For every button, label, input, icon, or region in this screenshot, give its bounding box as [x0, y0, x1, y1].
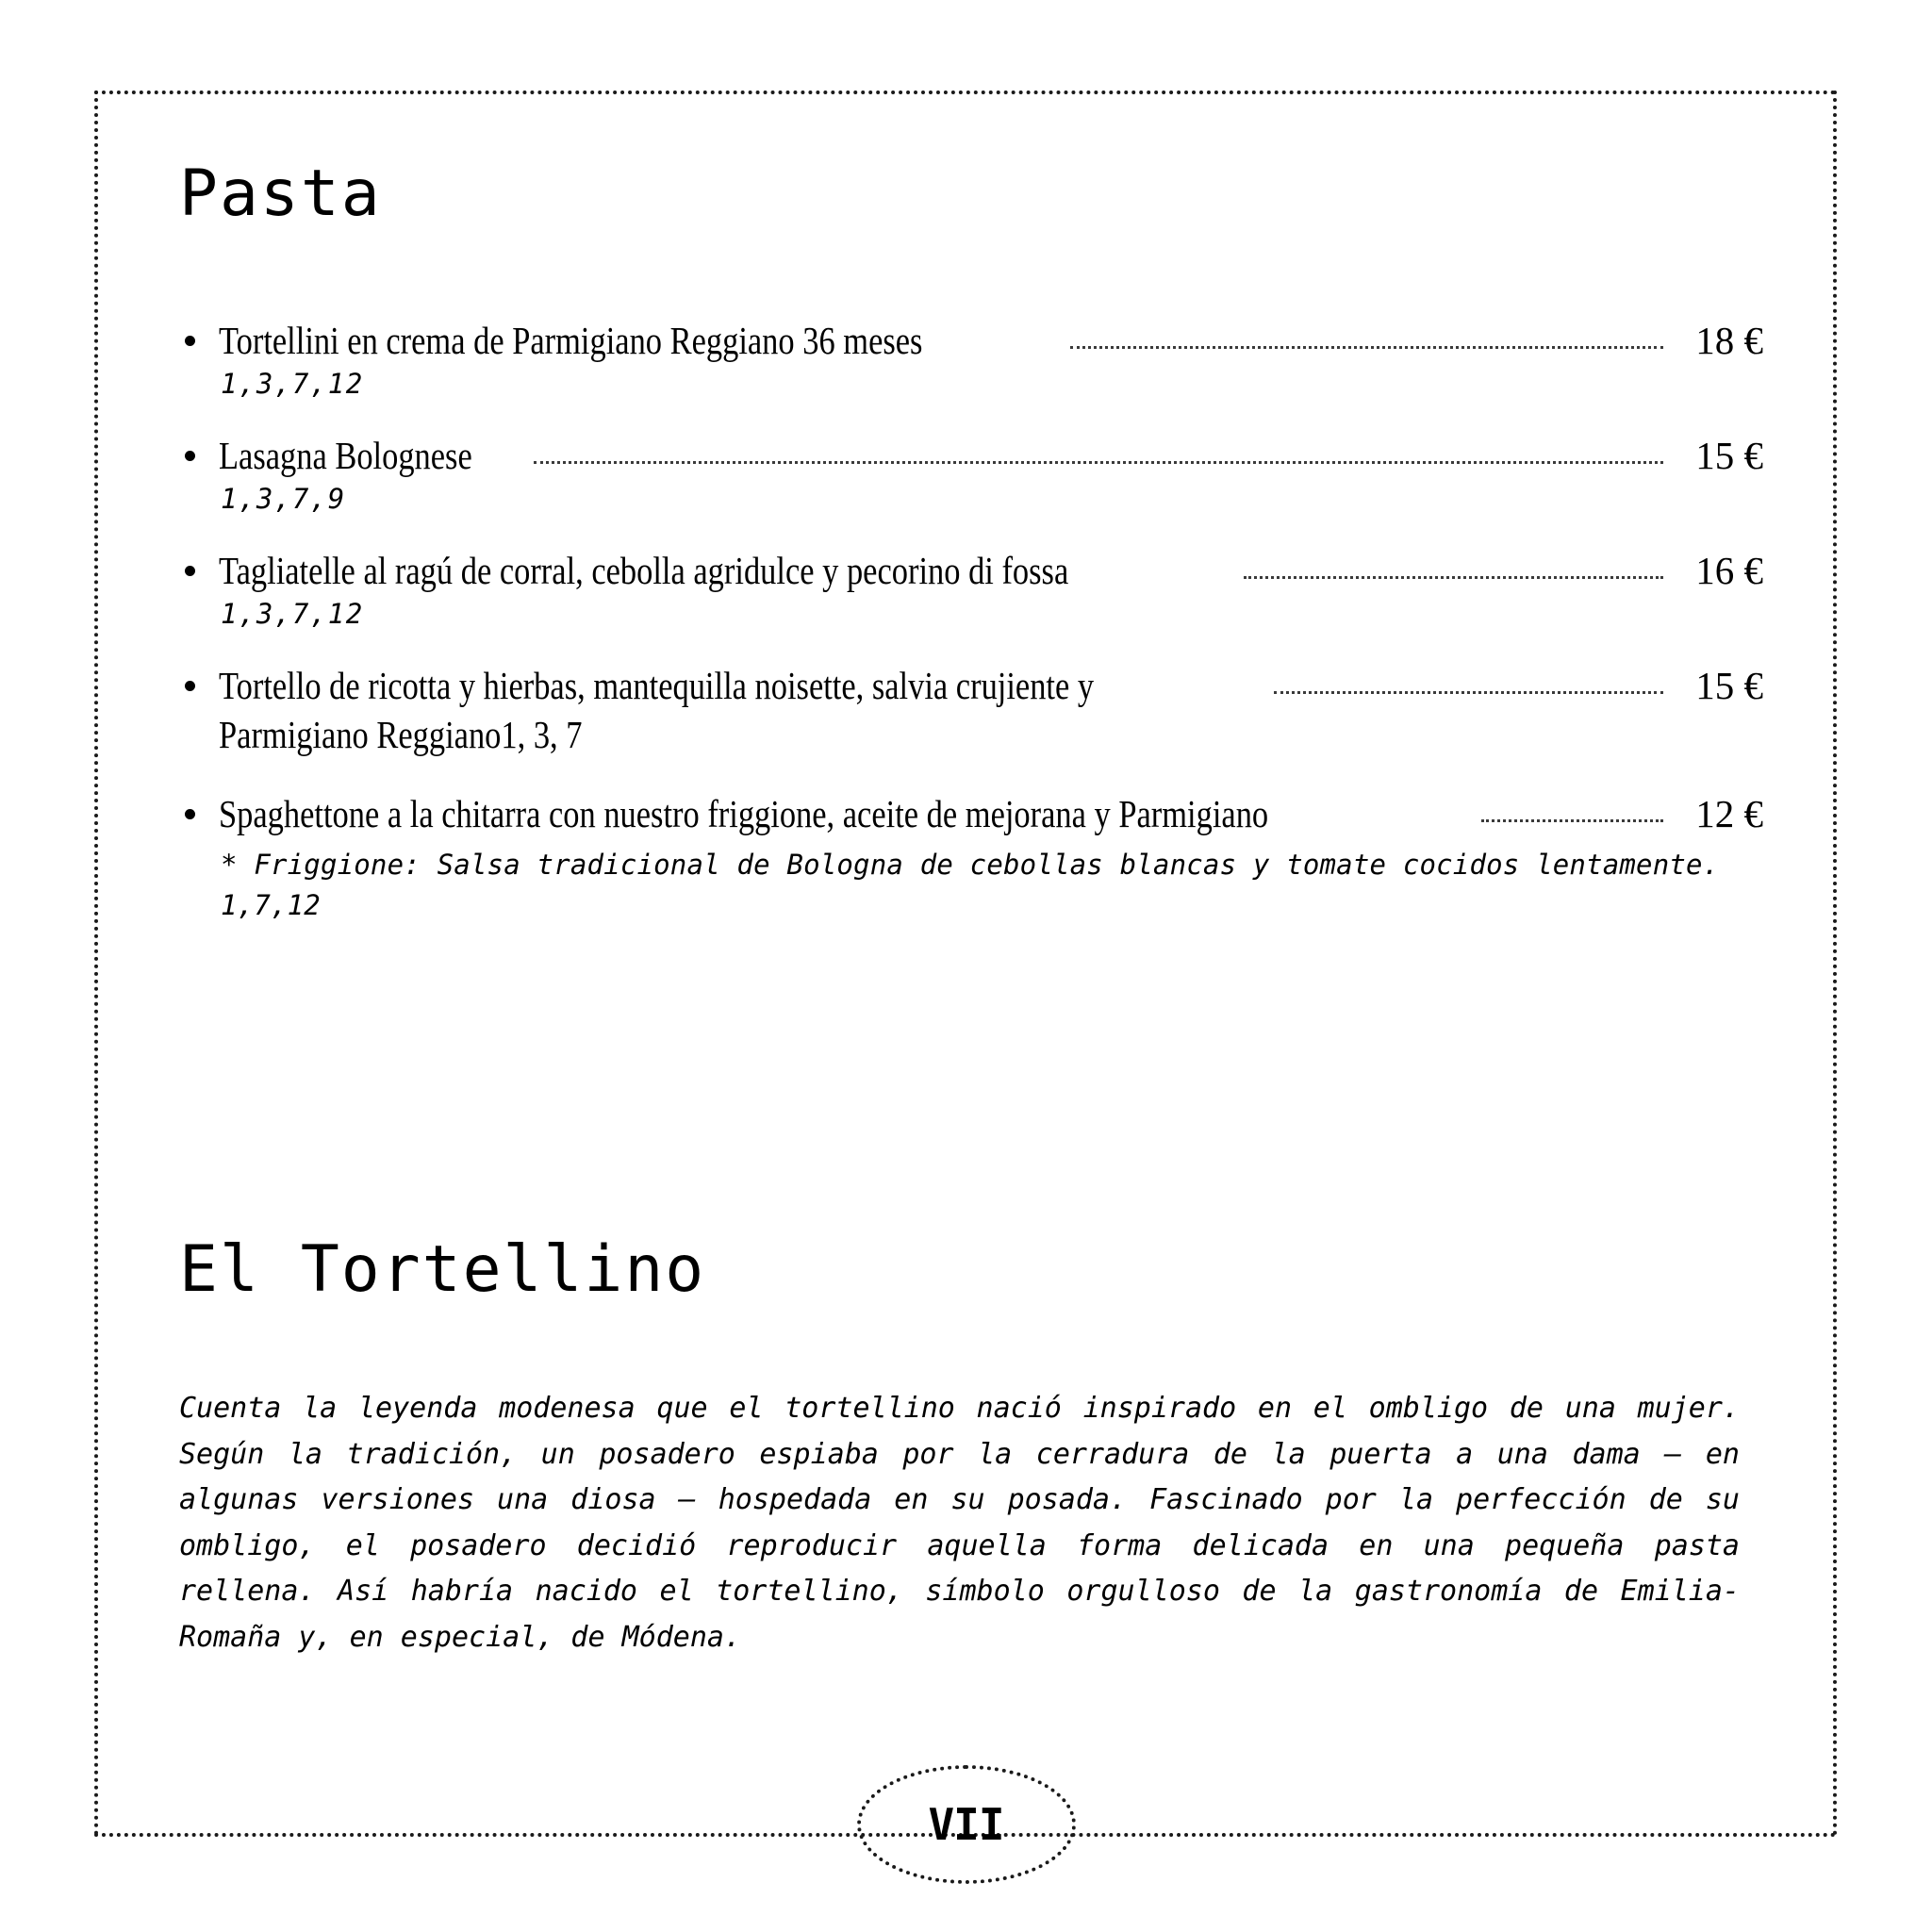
footer-page-badge [857, 1765, 1076, 1884]
section-heading-tortellino: El Tortellino [179, 1231, 706, 1307]
page-number-label: VII [928, 1799, 1004, 1850]
leader-dots [1070, 345, 1663, 349]
menu-item [179, 662, 1763, 758]
menu-item-allergens: 1,3,7,12 [221, 368, 364, 401]
menu-item-name: Tagliatelle al ragú de corral, cebolla agridulce y pecorino di fossa [219, 549, 1069, 593]
menu-item-price: 15 € [1695, 664, 1763, 708]
menu-item-name: Tortello de ricotta y hierbas, mantequilla noisette, salvia crujiente y [219, 664, 1095, 708]
bullet-icon [185, 336, 195, 346]
tortellino-section [179, 1231, 1763, 1661]
leader-dots [1274, 690, 1663, 694]
menu-item-allergens: 1,3,7,12 [221, 598, 364, 631]
menu-item-allergens: 1,3,7,9 [221, 483, 346, 516]
menu-item [179, 547, 1763, 630]
menu-item-allergens: 1, 3, 7 [501, 713, 583, 757]
menu-item-price: 15 € [1695, 434, 1763, 478]
menu-item [179, 790, 1763, 924]
menu-item-name-continued [219, 711, 1516, 758]
bullet-icon [185, 566, 195, 576]
menu-item-footnote: * Friggione: Salsa tradicional de Bologna de cebollas blancas y tomate cocidos lentamente. 1,7,12 [221, 849, 1720, 921]
menu-item-row [219, 547, 1763, 594]
section-heading-pasta: Pasta [179, 157, 382, 231]
menu-item-name: Tortellini en crema de Parmigiano Reggiano 36 meses [219, 319, 923, 363]
menu-item-row [219, 790, 1763, 837]
menu-item-name-row [219, 662, 1763, 709]
menu-item-row [219, 317, 1763, 364]
bullet-icon [185, 809, 195, 819]
leader-dots [1481, 818, 1663, 822]
page-content [179, 141, 1763, 1661]
menu-item-name: Spaghettone a la chitarra con nuestro friggione, aceite de mejorana y Parmigiano [219, 792, 1269, 836]
menu-item-price: 18 € [1695, 319, 1763, 363]
leader-dots [1244, 575, 1663, 579]
menu-item-price: 16 € [1695, 549, 1763, 593]
menu-item-row [219, 662, 1763, 758]
leader-dots [534, 460, 1663, 464]
pasta-menu-list [179, 317, 1763, 924]
menu-item-row [219, 432, 1763, 479]
bullet-icon [185, 681, 195, 691]
tortellino-story-text: Cuenta la leyenda modenesa que el tortellino nació inspirado en el ombligo de una mujer. Según la tradición, un posadero espiaba por la cerradura de la puerta a una dama — en algunas versiones una diosa — hospedada en su posada. Fascinado por la perfección de su ombligo, el posadero decidió reproducir aquella forma delicada en una pequeña pasta rellena. Así habría nacido el tortellino, símbolo orgulloso de la gastronomía de Emilia-Romaña y, en especial, de Módena. [179, 1391, 1740, 1654]
menu-item-price: 12 € [1695, 792, 1763, 836]
bullet-icon [185, 451, 195, 461]
menu-item [179, 432, 1763, 515]
menu-item [179, 317, 1763, 400]
menu-item-name: Lasagna Bolognese [219, 434, 472, 478]
menu-item-name-line2: Parmigiano Reggiano [219, 713, 502, 757]
